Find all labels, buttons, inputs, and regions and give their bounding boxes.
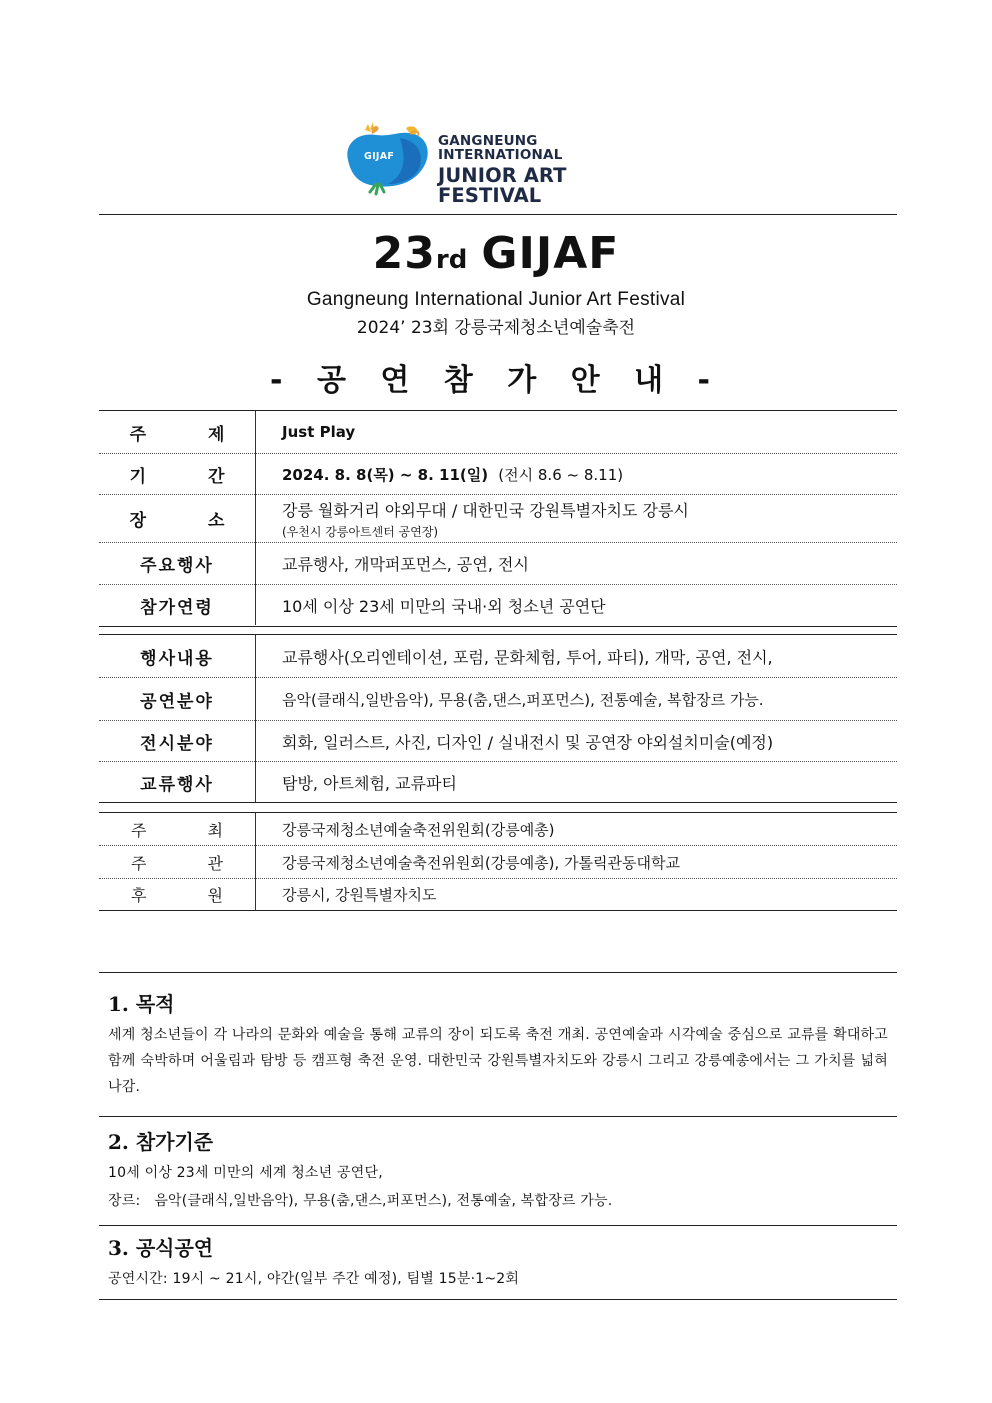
value-venue-note: (우천시 강릉아트센터 공연장) [282, 524, 439, 539]
table-bottom-rule [99, 910, 897, 911]
section-official-line-1: 공연시간: 19시 ~ 21시, 야간(일부 주간 예정), 팀별 15분·1~2회 [108, 1271, 520, 1287]
logo-badge: GIJAF [364, 151, 395, 162]
label-sponsor: 후 원 [131, 886, 251, 905]
value-organizer: 강릉국제청소년예술축전위원회(강릉예총), 가톨릭관동대학교 [282, 853, 680, 872]
row-exchange [99, 762, 897, 802]
value-age: 10세 이상 23세 미만의 국내·외 청소년 공연단 [282, 596, 606, 616]
section-divider [99, 1225, 897, 1226]
row-performance [99, 678, 897, 720]
row-theme [99, 411, 897, 453]
section-divider [99, 972, 897, 973]
main-title [0, 226, 992, 288]
row-venue [99, 495, 897, 542]
value-sponsor: 강릉시, 강원특별자치도 [282, 886, 437, 904]
section-criteria-line-1: 10세 이상 23세 미만의 세계 청소년 공연단, [108, 1165, 383, 1181]
value-exhibition: 회화, 일러스트, 사진, 디자인 / 실내전시 및 공연장 야외설치미술(예정) [282, 732, 774, 752]
subtitle-english: Gangneung International Junior Art Festival [306, 289, 686, 310]
logo-line-1: GANGNEUNG INTERNATIONAL [438, 133, 563, 163]
value-main-events: 교류행사, 개막퍼포먼스, 공연, 전시 [282, 555, 529, 574]
label-period: 기 간 [129, 466, 253, 487]
value-period-note: (전시 8.6 ~ 8.11) [498, 465, 624, 484]
row-period [99, 454, 897, 494]
label-organizer: 주 관 [131, 853, 251, 873]
logo-wordmark [438, 135, 660, 205]
title-name: GIJAF [481, 228, 620, 279]
section-official-heading: 3. 공식공연 [108, 1236, 214, 1260]
row-exhibition [99, 721, 897, 761]
label-exchange: 교류행사 [140, 774, 214, 795]
section-divider [99, 1116, 897, 1117]
section-criteria-line-2: 장르: 음악(클래식,일반음악), 무용(춤,댄스,퍼포먼스), 전통예술, 복합장르 가능. [108, 1193, 613, 1209]
value-theme: Just Play [282, 423, 356, 441]
subtitle-korean: 2024’ 23회 강릉국제청소년예술축전 [356, 318, 636, 338]
label-main-events: 주요행사 [140, 556, 214, 576]
title-number: 23 [372, 228, 436, 279]
label-exhibition: 전시분야 [140, 733, 214, 754]
label-theme: 주 제 [129, 424, 253, 445]
row-host [99, 813, 897, 845]
value-venue: 강릉 월화거리 야외무대 / 대한민국 강원특별자치도 강릉시 [282, 500, 689, 520]
label-venue: 장 소 [129, 511, 253, 531]
value-exchange: 탐방, 아트체험, 교류파티 [282, 773, 457, 793]
section-purpose-heading: 1. 목적 [108, 992, 175, 1016]
label-host: 주 최 [131, 820, 251, 840]
value-performance: 음악(클래식,일반음악), 무용(춤,댄스,퍼포먼스), 전통예술, 복합장르 가능. [282, 690, 764, 709]
label-content: 행사내용 [140, 648, 214, 669]
group-divider [99, 802, 897, 803]
value-host: 강릉국제청소년예술축전위원회(강릉예총) [282, 820, 555, 839]
label-performance: 공연분야 [140, 691, 214, 712]
row-organizer [99, 846, 897, 878]
group-divider [99, 626, 897, 627]
section-purpose-text: 세계 청소년들이 각 나라의 문화와 예술을 통해 교류의 장이 되도록 축전 개최. 공연예술과 시각예술 중심으로 교류를 확대하고 함께 숙박하며 어울림과 탐방 등 캠프형 축전 운영. 대한민국 강원특별자치도와 강릉시 그리고 강릉예총에서는 그 가치를 넓혀나감. [108, 1027, 888, 1095]
value-content: 교류행사(오리엔테이션, 포럼, 문화체험, 투어, 파티), 개막, 공연, 전시, [282, 647, 773, 667]
row-content [99, 635, 897, 677]
row-main-events [99, 543, 897, 584]
label-age: 참가연령 [140, 597, 214, 618]
row-age [99, 585, 897, 625]
section-criteria-heading: 2. 참가기준 [108, 1130, 214, 1154]
section-divider [99, 1299, 897, 1300]
header-divider [99, 214, 897, 215]
title-ordinal: rd [435, 245, 468, 275]
row-sponsor [99, 879, 897, 910]
logo-line-2: JUNIOR ART FESTIVAL [438, 164, 567, 207]
notice-heading: - 공 연 참 가 안 내 - [270, 363, 722, 398]
value-period: 2024. 8. 8(목) ~ 8. 11(일) [282, 465, 489, 484]
festival-logo [340, 118, 660, 207]
